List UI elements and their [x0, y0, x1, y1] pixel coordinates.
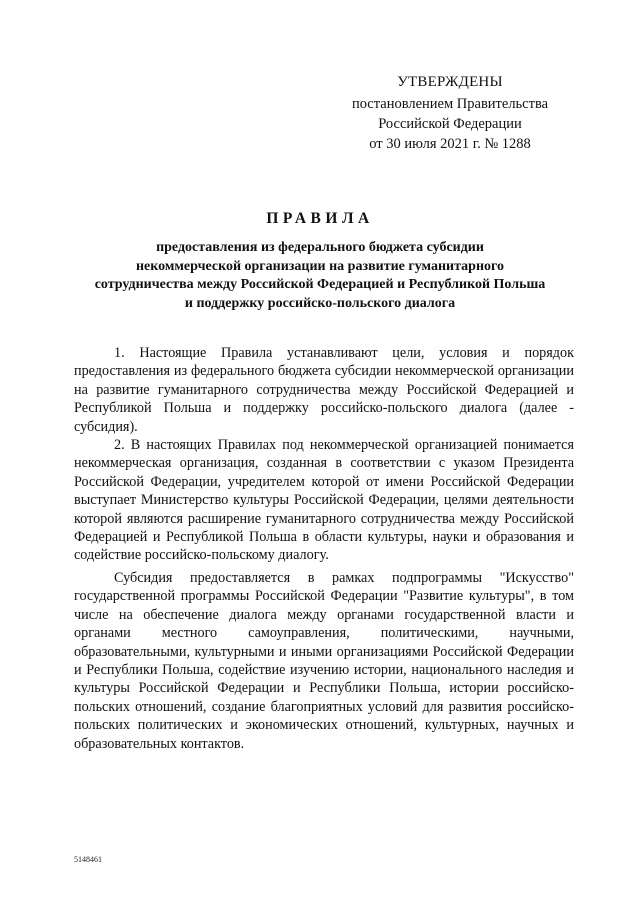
- subtitle-line: и поддержку российско-польского диалога: [184, 295, 456, 311]
- approval-line-2: Российской Федерации: [378, 116, 522, 132]
- subtitle-line: некоммерческой организации на развитие гуманитарного: [135, 258, 505, 274]
- document-code: 5148461: [74, 855, 102, 864]
- approval-block: [320, 72, 580, 154]
- subtitle-line: сотрудничества между Российской Федерацией и Республикой Польша: [94, 277, 546, 292]
- paragraph-2: 2. В настоящих Правилах под некоммерческой организацией понимается некоммерческая организация, созданная в соответствии с указом Президента Российской Федерации, учредителем которой от имени Российской Федерации выступает Министерство культуры Российской Федерации, целями деятельности которой являются расширение гуманитарного сотрудничества между Российской Федерацией и Республикой Польша в области культуры, науки и образования и содействие российско-польскому диалогу.: [74, 437, 574, 564]
- approval-heading: УТВЕРЖДЕНЫ: [397, 74, 503, 90]
- approval-line-3: от 30 июля 2021 г. № 1288: [369, 136, 531, 152]
- approval-line-1: постановлением Правительства: [351, 96, 549, 112]
- paragraph-3: Субсидия предоставляется в рамках подпрограммы "Искусство" государственной программы Российской Федерации "Развитие культуры", в том числе на обеспечение диалога между органами государственной власти и органами местного самоуправления, политическими, научными, образовательными, культурными и иными организациями Российской Федерации и Республики Польша, содействие изучению истории, национального наследия и культуры Российской Федерации и Республики Польша, истории российско-польских отношений, создание благоприятных условий для развития российско-польских политических и экономических отношений, культурных, научных и образовательных контактов.: [74, 569, 574, 752]
- paragraph-1: 1. Настоящие Правила устанавливают цели, условия и порядок предоставления из федерального бюджета субсидии некоммерческой организации на развитие гуманитарного сотрудничества между Российской Федерацией и Республикой Польша и поддержку российско-польского диалога (далее - субсидия).: [74, 345, 574, 435]
- document-body: [74, 344, 574, 753]
- document-subtitle: [60, 239, 580, 313]
- subtitle-line: предоставления из федерального бюджета субсидии: [156, 240, 484, 255]
- document-title: ПРАВИЛА: [266, 210, 374, 227]
